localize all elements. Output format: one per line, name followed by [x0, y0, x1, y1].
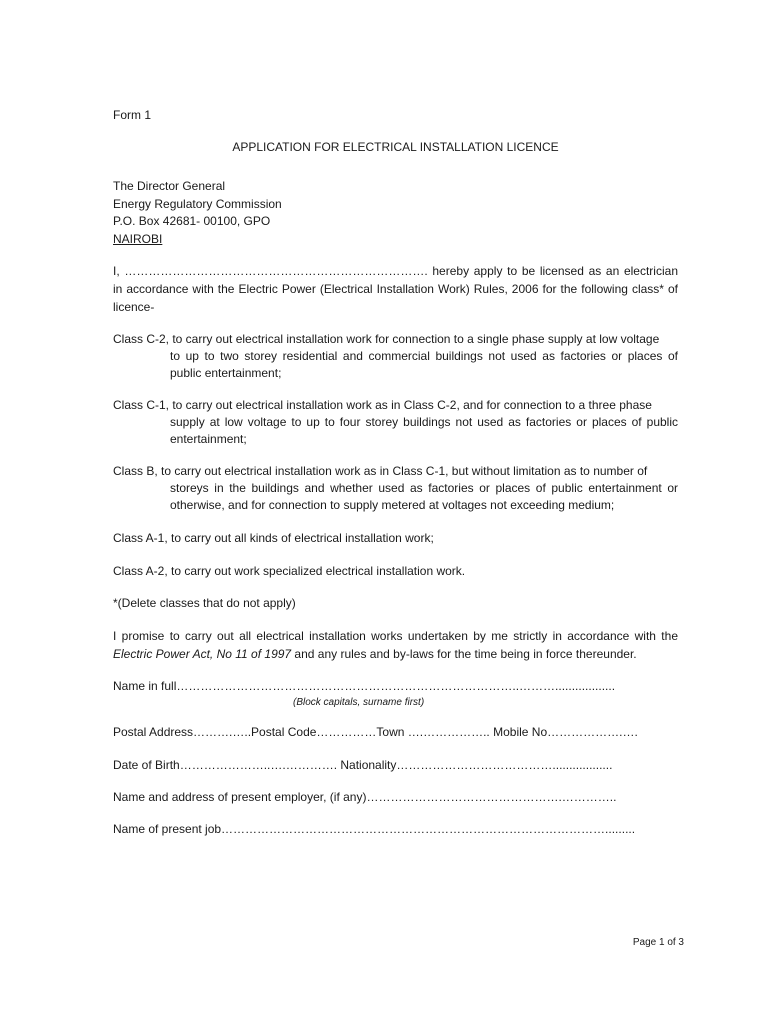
postal-contact-field[interactable]: Postal Address……….…..Postal Code……………Town ….…………….. Mobile No……………….….	[113, 725, 638, 739]
class-c1-clause	[113, 397, 678, 448]
promise-text-1: I promise to carry out all electrical installation works undertaken by me strictly in accordance with the	[113, 629, 678, 643]
act-reference: Electric Power Act, No 11 of 1997	[113, 647, 292, 661]
application-statement: I, …………………………………………………………………. hereby apply to be licensed as an electrician in accordance with the Electric Power (Electrical Installation Work) Rules, 2006 for the following class* of licence-	[113, 264, 678, 314]
present-job-field[interactable]: Name of present job…………………………………………………………………………………….........	[113, 822, 636, 836]
page-number: Page 1 of 3	[632, 937, 684, 948]
addressee-line-2: Energy Regulatory Commission	[113, 196, 282, 211]
class-b-continuation: storeys in the buildings and whether used as factories or places of public entertainment or otherwise, and for connection to supply metered at voltages not exceeding medium;	[170, 481, 678, 512]
promise-text-2: and any rules and by-laws for the time being in force thereunder.	[291, 647, 637, 661]
class-c2-lead: Class C-2, to carry out electrical installation work for connection to a single phase supply at low voltage	[113, 332, 660, 346]
form-number: Form 1	[113, 108, 152, 122]
addressee-block	[113, 178, 678, 248]
class-b-clause	[113, 463, 678, 514]
class-c1-lead: Class C-1, to carry out electrical installation work as in Class C-2, and for connection to a three phase	[113, 398, 652, 412]
addressee-city: NAIROBI	[113, 231, 163, 246]
class-b-lead: Class B, to carry out electrical installation work as in Class C-1, but without limitation as to number of	[113, 464, 648, 478]
delete-classes-note: *(Delete classes that do not apply)	[113, 596, 296, 610]
class-a2-clause: Class A-2, to carry out work specialized electrical installation work.	[113, 564, 466, 578]
document-title: APPLICATION FOR ELECTRICAL INSTALLATION LICENCE	[232, 140, 559, 154]
addressee-line-1: The Director General	[113, 179, 226, 193]
class-c2-clause	[113, 331, 678, 382]
class-a1-clause: Class A-1, to carry out all kinds of electrical installation work;	[113, 531, 434, 545]
birth-nationality-field[interactable]: Date of Birth…………………..….…………. Nationality…………………………………..................	[113, 758, 613, 772]
name-in-full-field[interactable]: Name in full…………………………………………………………………………..………..................	[113, 679, 616, 693]
promise-statement	[113, 627, 678, 663]
addressee-line-3: P.O. Box 42681- 00100, GPO	[113, 214, 271, 228]
name-field-hint: (Block capitals, surname first)	[293, 697, 425, 708]
class-c1-continuation: supply at low voltage to up to four storey buildings not used as factories or places of public entertainment;	[170, 415, 678, 446]
class-c2-continuation: to up to two storey residential and commercial buildings not used as factories or places of public entertainment;	[170, 349, 678, 380]
employer-field[interactable]: Name and address of present employer, (if any)………………………………………….…………..	[113, 790, 617, 804]
